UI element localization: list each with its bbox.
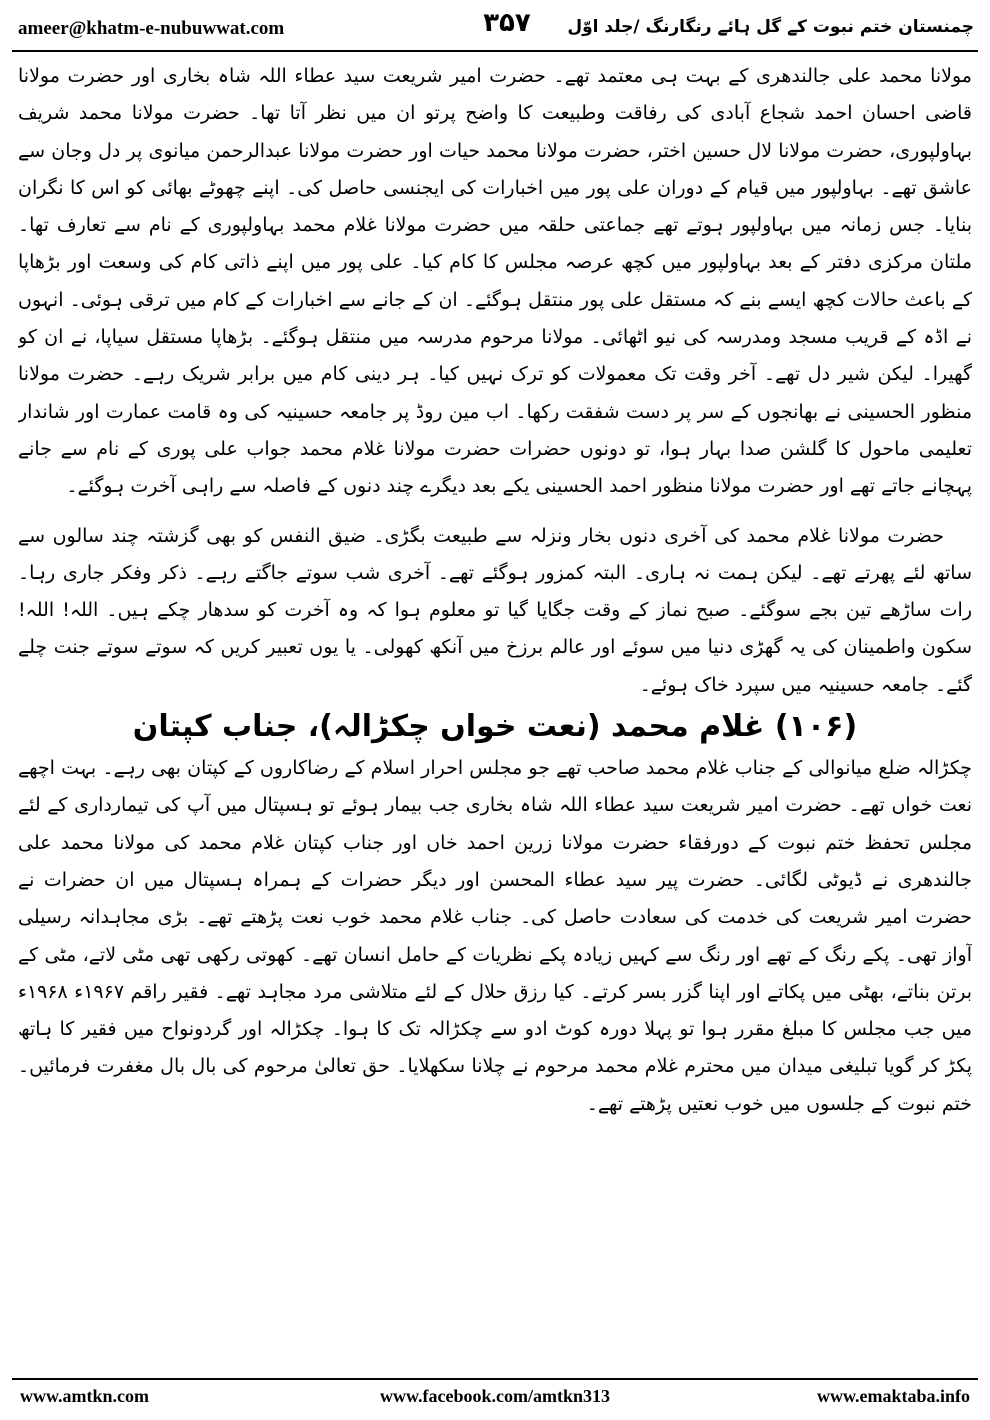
section-heading: (۱۰۶) غلام محمد (نعت خواں چکڑالہ)، جناب کپتان [132, 709, 858, 745]
paragraph-2: حضرت مولانا غلام محمد کی آخری دنوں بخار ونزلہ سے طبیعت بگڑی۔ ضیق النفس کو بھی گزشتہ چند سالوں سے ساتھ لئے پھرتے تھے۔ لیکن ہمت نہ ہاری۔ البتہ کمزور ہوگئے تھے۔ آخری شب سوتے جاگتے رہے۔ ذکر وفکر جاری رہا۔ رات ساڑھے تین بجے سوگئے۔ صبح نماز کے وقت جگایا گیا تو معلوم ہوا کہ وہ آخرت کو سدھار چکے ہیں۔ اللہ! اللہ! سکون واطمینان کی یہ گھڑی دنیا میں سوئے اور عالم برزخ میں آنکھ کھولی۔ یا یوں تعبیر کریں کہ سوتے سوتے جنت چلے گئے۔ جامعہ حسینیہ میں سپرد خاک ہوئے۔ [18, 524, 972, 696]
page-header [12, 8, 978, 48]
page-footer [12, 1384, 978, 1414]
book-title: چمنستان ختم نبوت کے گل ہائے رنگارنگ /جلد اوّل [567, 17, 974, 37]
header-email: ameer@khatm-e-nubuwwat.com [18, 18, 285, 39]
paragraph-1: مولانا محمد علی جالندھری کے بہت ہی معتمد تھے۔ حضرت امیر شریعت سید عطاء اللہ شاہ بخاری اور حضرت مولانا قاضی احسان احمد شجاع آبادی کی رفاقت وطبیعت کا واضح پرتو ان میں نظر آتا تھا۔ حضرت مولانا محمد شریف بہاولپوری، حضرت مولانا لال حسین اختر، حضرت مولانا محمد حیات اور حضرت مولانا عبدالرحمن میانوی پر دل وجان سے عاشق تھے۔ بہاولپور میں قیام کے دوران علی پور میں اخبارات کی ایجنسی حاصل کی۔ اپنے چھوٹے بھائی کو اس کا نگران بنایا۔ جس زمانہ میں بہاولپور ہوتے تھے جماعتی حلقہ میں حضرت مولانا غلام محمد بہاولپوری کے نام سے تعارف تھا۔ ملتان مرکزی دفتر کے بعد بہاولپور میں کچھ عرصہ مجلس کا کام کیا۔ علی پور میں اپنے ذاتی کام کی وسعت اور بڑھاپا کے باعث حالات کچھ ایسے بنے کہ مستقل علی پور منتقل ہوگئے۔ ان کے جانے سے اخبارات کے کام میں ترقی ہوئی۔ انہوں نے اڈہ کے قریب مسجد ومدرسہ کی نیو اٹھائی۔ مولانا مرحوم مدرسہ میں منتقل ہوگئے۔ بڑھاپا مستقل سیاپا، نے ان کو گھیرا۔ لیکن شیر دل تھے۔ آخر وقت تک معمولات کو ترک نہیں کیا۔ ہر دینی کام میں برابر شریک رہے۔ حضرت مولانا منظور الحسینی نے بھانجوں کے سر پر دست شفقت رکھا۔ اب مین روڈ پر جامعہ حسینیہ کی وہ قامت عمارت اور شاندار تعلیمی ماحول کا گلشن صدا بہار ہوا، تو دونوں حضرات حضرت مولانا غلام محمد جواب علی پوری کے نام سے جانے پہچانے جاتے تھے اور حضرت مولانا منظور احمد الحسینی یکے بعد دیگرے چند دنوں کے فاصلہ سے راہی آخرت ہوگئے۔ [18, 65, 972, 498]
footer-link-facebook[interactable]: www.facebook.com/amtkn313 [380, 1386, 610, 1406]
footer-divider [12, 1378, 978, 1380]
page-body [18, 58, 972, 1370]
footer-link-emaktaba[interactable]: www.emaktaba.info [816, 1386, 970, 1406]
page-number: ۳۵۷ [483, 8, 531, 38]
footer-link-amtkn[interactable]: www.amtkn.com [20, 1386, 149, 1406]
section-paragraph-1: چکڑالہ ضلع میانوالی کے جناب غلام محمد صاحب تھے جو مجلس احرار اسلام کے رضاکاروں کے کپتان بھی رہے۔ بہت اچھے نعت خواں تھے۔ حضرت امیر شریعت سید عطاء اللہ شاہ بخاری جب بیمار ہوئے تو ہسپتال میں آپ کی تیمارداری کے لئے مجلس تحفظ ختم نبوت کے دورفقاء حضرت مولانا زرین احمد خاں اور جناب کپتان غلام محمد کی مولانا محمد علی جالندھری نے ڈیوٹی لگائی۔ حضرت پیر سید عطاء المحسن اور دیگر حضرات کے ہمراہ ہسپتال میں ان حضرات نے حضرت امیر شریعت کی خدمت کی سعادت حاصل کی۔ جناب غلام محمد خوب نعت پڑھتے تھے۔ بڑی مجاہدانہ رسیلی آواز تھی۔ پکے رنگ کے تھے اور رنگ سے کہیں زیادہ پکے نظریات کے حامل انسان تھے۔ کھوتی رکھی تھی مٹی لاتے، مٹی کے برتن بناتے، بھٹی میں پکاتے اور اپنا گزر بسر کرتے۔ کیا رزق حلال کے لئے متلاشی مرد مجاہد تھے۔ فقیر راقم ۱۹۶۷ء ۱۹۶۸ء میں جب مجلس کا مبلغ مقرر ہوا تو پہلا دورہ کوٹ ادو سے چکڑالہ تک کا ہوا۔ چکڑالہ اور گردونواح میں فقیر کا ہاتھ پکڑ کر گویا تبلیغی میدان میں محترم غلام محمد مرحوم نے چلانا سکھلایا۔ حق تعالیٰ مرحوم کی بال بال مغفرت فرمائیں۔ ختم نبوت کے جلسوں میں خوب نعتیں پڑھتے تھے۔ [18, 757, 972, 1115]
header-divider [12, 50, 978, 52]
